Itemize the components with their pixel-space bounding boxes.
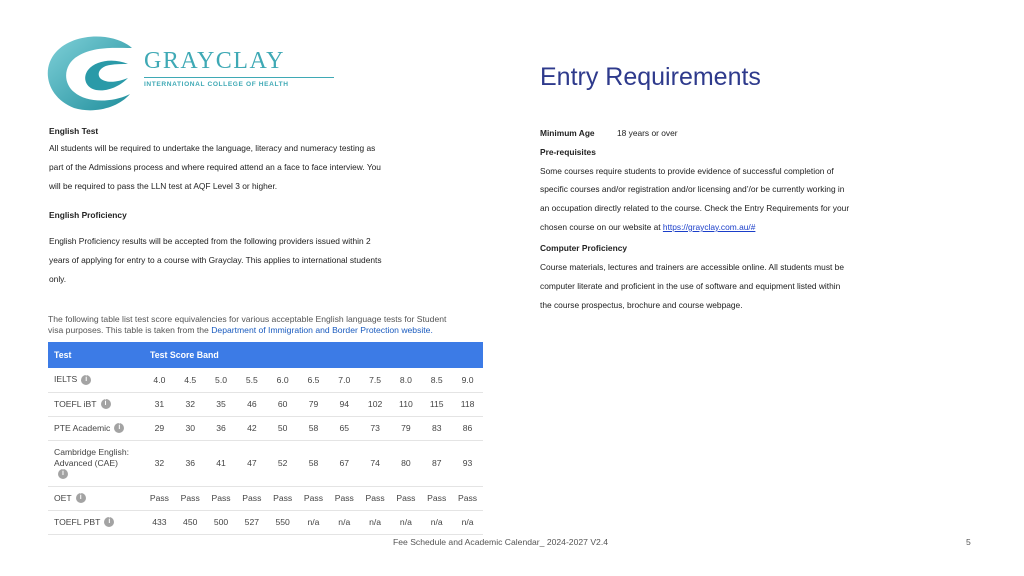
minimum-age-label: Minimum Age (540, 128, 595, 138)
score-cell: n/a (391, 510, 422, 534)
score-cell: 32 (144, 440, 175, 486)
column-header-score-band: Test Score Band (144, 342, 483, 368)
score-cell: 4.0 (144, 368, 175, 392)
prerequisites-line: Some courses require students to provide evidence of successful completion of (540, 166, 834, 176)
table-row (48, 440, 483, 486)
score-cell: 47 (236, 440, 267, 486)
score-cell: 115 (421, 392, 452, 416)
logo-subtitle: INTERNATIONAL COLLEGE OF HEALTH (144, 81, 289, 88)
department-link[interactable]: Department of Immigration and Border Protection website. (211, 325, 433, 335)
score-cell: Pass (236, 486, 267, 510)
computer-proficiency-heading: Computer Proficiency (540, 243, 628, 253)
test-score-table (48, 342, 483, 535)
score-cell: 65 (329, 416, 360, 440)
score-cell: 102 (360, 392, 391, 416)
score-cell: 80 (391, 440, 422, 486)
score-cell: 433 (144, 510, 175, 534)
prerequisites-line-prefix: chosen course on our website at (540, 222, 663, 232)
score-cell: 46 (236, 392, 267, 416)
score-cell: 500 (206, 510, 237, 534)
score-cell: Pass (421, 486, 452, 510)
score-cell: 29 (144, 416, 175, 440)
test-name-cell (48, 440, 144, 486)
table-intro-line: visa purposes. This table is taken from the (48, 325, 209, 335)
logo-divider (144, 77, 334, 78)
table-intro-line: The following table list test score equivalencies for various acceptable English language tests for Student (48, 314, 447, 324)
score-cell: 50 (267, 416, 298, 440)
score-cell: 93 (452, 440, 483, 486)
score-cell: 35 (206, 392, 237, 416)
score-cell: 9.0 (452, 368, 483, 392)
prerequisites-heading: Pre-requisites (540, 147, 596, 157)
score-cell: Pass (360, 486, 391, 510)
score-cell: Pass (329, 486, 360, 510)
test-name-cell (48, 486, 144, 510)
score-cell: 79 (298, 392, 329, 416)
test-name: PTE Academic (54, 422, 111, 433)
test-name-cell (48, 392, 144, 416)
table-row (48, 368, 483, 392)
english-proficiency-heading: English Proficiency (49, 210, 127, 220)
computer-proficiency-line: the course prospectus, brochure and course webpage. (540, 300, 743, 310)
score-cell: Pass (175, 486, 206, 510)
score-cell: Pass (267, 486, 298, 510)
score-cell: 87 (421, 440, 452, 486)
table-row (48, 416, 483, 440)
minimum-age-value: 18 years or over (617, 128, 678, 138)
score-cell: 30 (175, 416, 206, 440)
score-cell: 527 (236, 510, 267, 534)
score-cell: 6.5 (298, 368, 329, 392)
info-icon[interactable]: i (81, 375, 91, 385)
table-row (48, 392, 483, 416)
score-cell: Pass (144, 486, 175, 510)
test-name: TOEFL PBT (54, 516, 101, 527)
info-icon[interactable]: i (76, 493, 86, 503)
score-cell: 6.0 (267, 368, 298, 392)
score-cell: 550 (267, 510, 298, 534)
page-number: 5 (966, 537, 971, 547)
score-cell: 94 (329, 392, 360, 416)
score-cell: 36 (175, 440, 206, 486)
logo-swirl-icon (44, 34, 140, 112)
score-cell: n/a (298, 510, 329, 534)
info-icon[interactable]: i (58, 469, 68, 479)
english-test-heading: English Test (49, 126, 99, 136)
score-cell: 450 (175, 510, 206, 534)
test-name-cell (48, 510, 144, 534)
score-cell: 74 (360, 440, 391, 486)
score-cell: 8.0 (391, 368, 422, 392)
score-cell: 5.0 (206, 368, 237, 392)
test-name: OET (54, 492, 72, 503)
score-cell: 36 (206, 416, 237, 440)
score-cell: Pass (452, 486, 483, 510)
score-cell: 73 (360, 416, 391, 440)
info-icon[interactable]: i (114, 423, 124, 433)
proficiency-line: years of applying for entry to a course with Grayclay. This applies to international students (49, 255, 382, 265)
score-cell: 31 (144, 392, 175, 416)
score-cell: 79 (391, 416, 422, 440)
computer-proficiency-line: computer literate and proficient in the use of software and equipment listed within (540, 281, 841, 291)
score-cell: 67 (329, 440, 360, 486)
score-cell: 83 (421, 416, 452, 440)
score-cell: 86 (452, 416, 483, 440)
footer-text: Fee Schedule and Academic Calendar_ 2024-2027 V2.4 (393, 537, 608, 547)
score-cell: 41 (206, 440, 237, 486)
english-test-line: part of the Admissions process and where required attend an a face to face interview. You (49, 162, 381, 172)
table-row (48, 510, 483, 534)
page-title: Entry Requirements (540, 63, 761, 91)
website-link[interactable]: https://grayclay.com.au/# (662, 222, 756, 232)
english-test-line: will be required to pass the LLN test at AQF Level 3 or higher. (49, 181, 278, 191)
score-cell: n/a (452, 510, 483, 534)
english-test-line: All students will be required to undertake the language, literacy and numeracy testing as (49, 143, 376, 153)
table-row (48, 486, 483, 510)
score-cell: 58 (298, 440, 329, 486)
prerequisites-line: specific courses and/or registration and/or licensing and’/or be currently working in (540, 184, 845, 194)
score-cell: Pass (206, 486, 237, 510)
score-cell: 60 (267, 392, 298, 416)
test-name: TOEFL iBT (54, 398, 97, 409)
score-cell: 52 (267, 440, 298, 486)
column-header-test: Test (48, 342, 144, 368)
score-cell: 7.5 (360, 368, 391, 392)
test-name: IELTS (54, 374, 78, 385)
prerequisites-line: an occupation directly related to the course. Check the Entry Requirements for your (540, 203, 850, 213)
score-cell: Pass (391, 486, 422, 510)
logo-name: GRAYCLAY (144, 48, 285, 74)
score-cell: 5.5 (236, 368, 267, 392)
computer-proficiency-line: Course materials, lectures and trainers are accessible online. All students must be (540, 262, 844, 272)
score-cell: n/a (421, 510, 452, 534)
score-cell: 8.5 (421, 368, 452, 392)
test-name: Cambridge English: Advanced (CAE) (54, 447, 129, 468)
score-cell: 42 (236, 416, 267, 440)
score-cell: 118 (452, 392, 483, 416)
college-logo (44, 34, 294, 112)
score-cell: n/a (360, 510, 391, 534)
info-icon[interactable]: i (101, 399, 111, 409)
score-cell: 110 (391, 392, 422, 416)
score-cell: 32 (175, 392, 206, 416)
prerequisites-line (540, 222, 755, 232)
score-cell: 4.5 (175, 368, 206, 392)
proficiency-line: English Proficiency results will be accepted from the following providers issued within 2 (49, 236, 371, 246)
table-intro (48, 314, 488, 336)
score-cell: 7.0 (329, 368, 360, 392)
test-name-cell (48, 368, 144, 392)
score-cell: Pass (298, 486, 329, 510)
test-name-cell (48, 416, 144, 440)
info-icon[interactable]: i (104, 517, 114, 527)
score-cell: 58 (298, 416, 329, 440)
proficiency-line: only. (49, 274, 67, 284)
score-cell: n/a (329, 510, 360, 534)
